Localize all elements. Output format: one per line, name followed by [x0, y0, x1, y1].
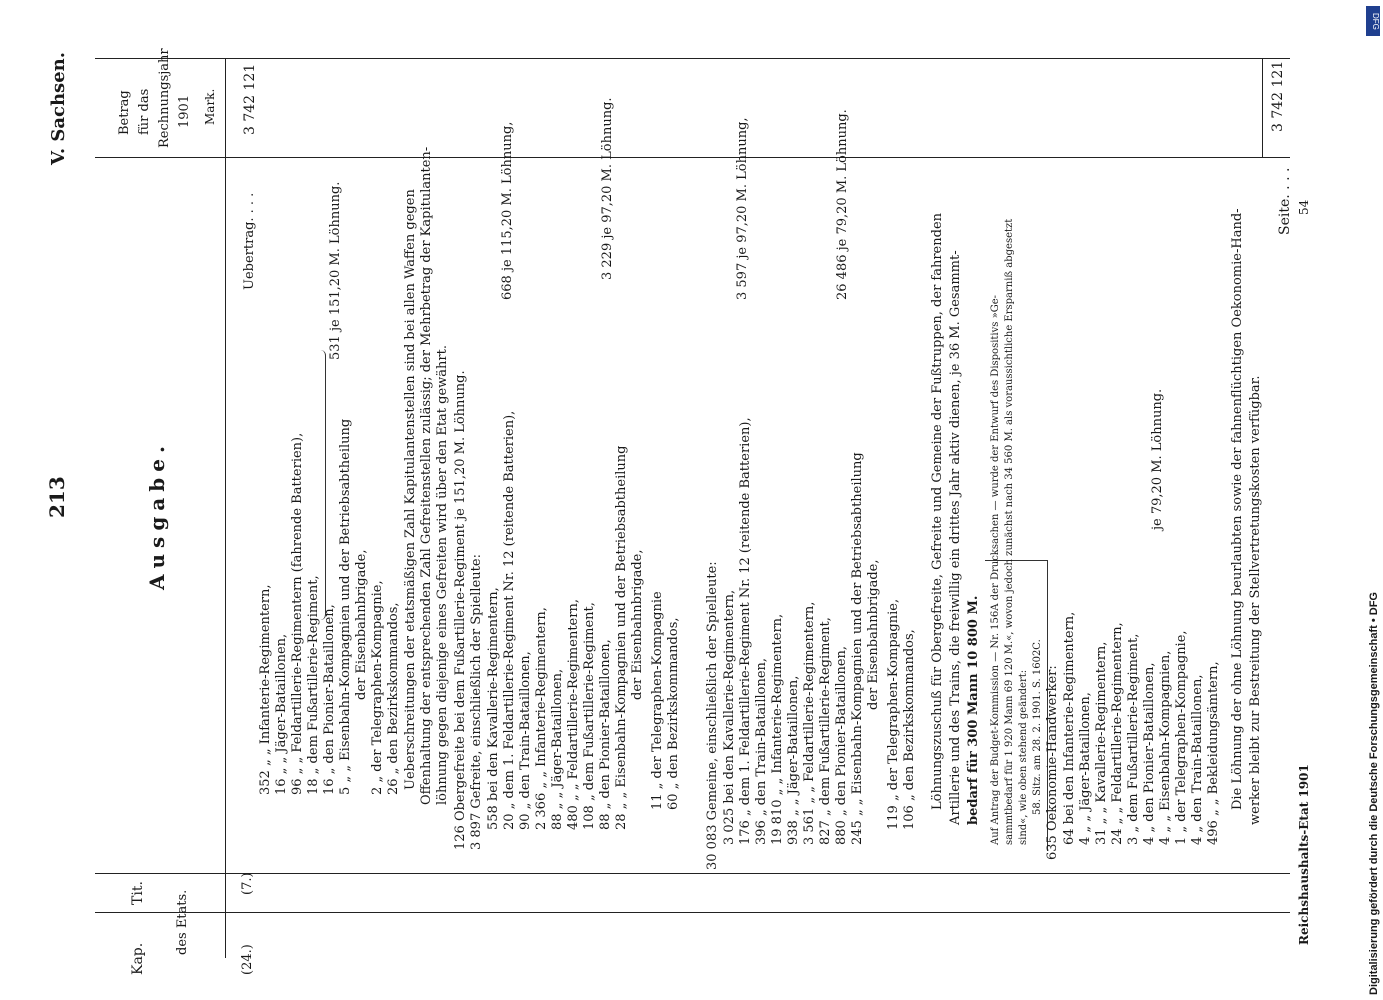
list-item: 26 „ den Bezirkskommandos,: [386, 602, 401, 795]
side-credit: Digitalisierung gefördert durch die Deutsche Forschungsgemeinschaft • DFG: [1368, 592, 1380, 995]
col-betrag-2: für das: [137, 88, 152, 135]
list-item: 20 „ dem 1. Feldartillerie-Regiment Nr. 12 (reitende Batterien),: [502, 410, 517, 830]
col-betrag-3: Rechnungsjahr: [157, 48, 172, 148]
list-item: 96 „ „ Feldartillerie-Regimentern (fahrende Batterien),: [290, 432, 305, 795]
para2-line2: Artillerie und des Trains, die freiwillig ein drittes Jahr aktiv dienen, je 36 M. Gesammt-: [948, 250, 963, 825]
table-rule-2: [95, 157, 1290, 158]
list-item: 11 „ der Telegraphen-Kompagnie: [650, 591, 665, 810]
tit-value: (7.): [240, 872, 255, 895]
heading-ausgabe: Ausgabe.: [145, 440, 169, 590]
list-item: 108 „ dem Fußartillerie-Regiment,: [582, 602, 597, 830]
note-line1: Auf Antrag der Budget-Kommission — Nr. 156A der Drucksachen — wurde der Entwurf des Dispositivs »Ge-: [990, 295, 1001, 845]
list-item: 3 561 „ „ Feldartillerie-Regimentern,: [802, 601, 817, 845]
brace-6-text: je 79,20 M. Löhnung.: [1150, 388, 1165, 530]
brace-1: [315, 350, 326, 620]
list-item: 88 „ „ Jäger-Bataillonen,: [550, 668, 565, 830]
seite-amount: 3 742 121: [1270, 60, 1286, 132]
table-top-rule: [95, 58, 1290, 59]
para2-line1: Löhnungszuschuß für Obergefreite, Gefreite und Gemeine der Fußtruppen, der fahrenden: [930, 212, 945, 810]
uebertrag-amount: 3 742 121: [242, 63, 258, 135]
list-item: 1 „ der Telegraphen-Kompagnie,: [1174, 630, 1189, 845]
list-item: 16 „ den Pionier-Bataillonen,: [322, 604, 337, 795]
list-item: 2 366 „ „ Infanterie-Regimentern,: [534, 607, 549, 830]
brace-4-text: 3 597 je 97,20 M. Löhnung,: [735, 117, 750, 300]
table-rule-4: [95, 912, 1290, 913]
list-item: 396 „ den Train-Bataillonen,: [754, 657, 769, 845]
list-item: 4 „ „ Jäger-Bataillonen,: [1078, 692, 1093, 845]
list-item: 64 bei den Infanterie-Regimentern,: [1062, 611, 1077, 845]
brace-3-text: 3 229 je 97,20 M. Löhnung.: [600, 97, 615, 280]
list-item: 3 „ dem Fußartillerie-Regiment,: [1126, 633, 1141, 845]
list-item: 5 „ „ Eisenbahn-Kompagnien und der Betriebsabtheilung: [338, 418, 353, 795]
list-item: 28 „ „ Eisenbahn-Kompagnien und der Betriebsabtheilung: [614, 445, 629, 830]
para3-line1: Die Löhnung der ohne Löhnung beurlaubten sowie der fahnenflüchtigen Oekonomie-Hand-: [1230, 208, 1245, 810]
brace-1-text: 531 je 151,20 M. Löhnung.: [328, 181, 343, 360]
note-line2: sammtbedarf für 1 920 Mann 69 120 M.«, wovon jedoch zunächst nach 34 560 M. als voraussichtliche Ersparniß abgesetzt: [1004, 218, 1015, 845]
list-item: 24 „ „ Feldartillerie-Regimentern,: [1110, 622, 1125, 845]
list-item: 31 „ „ Kavallerie-Regimentern,: [1094, 641, 1109, 845]
section-title: V. Sachsen.: [48, 51, 69, 165]
obergefreite: 126 Obergefreite bei dem Fußartillerie-Regiment je 151,20 M. Löhnung.: [453, 370, 468, 850]
col-betrag-4: 1901: [177, 94, 192, 128]
list-item: 827 „ dem Fußartillerie-Regiment,: [818, 617, 833, 845]
list-item: 88 „ den Pionier-Bataillonen,: [598, 639, 613, 830]
list-item: 16 „ „ Jäger-Bataillonen,: [274, 633, 289, 795]
list-item: 4 „ „ Eisenbahn-Kompagnien,: [1158, 650, 1173, 845]
gefreite-head: 3 897 Gefreite, einschließlich der Spielleute:: [469, 554, 484, 850]
footer-left: Reichshaushalts-Etat 1901: [1297, 764, 1311, 945]
list-item: 176 „ dem 1. Feldartillerie-Regiment Nr. 12 (reitende Batterien),: [738, 417, 753, 845]
list-item: der Eisenbahnbrigade,: [630, 549, 645, 700]
list-item: 352 „ „ Infanterie-Regimentern,: [258, 584, 273, 795]
table-rule-3: [95, 873, 1290, 874]
brace-2-text: 668 je 115,20 M. Löhnung,: [500, 121, 515, 300]
list-item: 106 „ den Bezirkskommandos,: [902, 629, 917, 830]
brace-5-text: 26 486 je 79,20 M. Löhnung.: [835, 109, 850, 300]
list-item: der Eisenbahnbrigade,: [866, 559, 881, 710]
gemeine-head: 30 083 Gemeine, einschließlich der Spielleute:: [705, 561, 720, 870]
para3-line2: werker bleibt zur Bestreitung der Stellvertretungskosten verfügbar.: [1248, 375, 1263, 825]
list-item: 4 „ den Train-Bataillonen,: [1190, 674, 1205, 845]
page-number: 213: [45, 476, 69, 518]
list-item: 60 „ den Bezirkskommandos,: [666, 617, 681, 810]
dfg-logo: DFG: [1366, 6, 1380, 36]
list-item: 938 „ „ Jäger-Bataillonen,: [786, 675, 801, 845]
seite-number: 54: [1297, 199, 1311, 215]
seite-label: Seite. . . .: [1277, 167, 1293, 235]
list-item: der Eisenbahnbrigade,: [354, 549, 369, 700]
note-line3: sind«, wie oben stehend geändert:: [1018, 669, 1029, 845]
list-item: 880 „ den Pionier-Bataillonen,: [834, 645, 849, 845]
col-mark: Mark.: [203, 88, 217, 125]
summe-rule: [1262, 58, 1263, 158]
col-tit: Tit.: [130, 881, 146, 905]
para1-line3: löhnung gegen diejenige eines Gefreiten wird über den Etat gewährt.: [435, 344, 450, 805]
list-item: 496 „ „ Bekleidungsämtern,: [1206, 661, 1221, 845]
handwerker-head: 635 Oekonomie-Handwerker:: [1045, 665, 1060, 860]
col-des-etats: des Etats.: [175, 889, 190, 955]
para1-line1: Ueberschreitungen der etatsmäßigen Zahl Kapitulantenstellen sind bei allen Waffen gegen: [403, 189, 418, 790]
para2-line3: bedarf für 300 Mann 10 800 M.: [966, 595, 981, 825]
list-item: 558 bei den Kavallerie-Regimentern,: [486, 587, 501, 830]
list-item: 19 810 „ „ Infanterie-Regimentern,: [770, 613, 785, 845]
kap-value: (24.): [240, 944, 255, 975]
para1-line2: Offenhaltung der entsprechenden Zahl Gefreitenstellen zulässig; der Mehrbetrag der Kapitulanten-: [419, 146, 434, 805]
col-betrag-1: Betrag: [117, 90, 132, 135]
header-rule: [225, 58, 226, 958]
list-item: 119 „ der Telegraphen-Kompagnie,: [886, 598, 901, 830]
list-item: 4 „ den Pionier-Bataillonen,: [1142, 662, 1157, 845]
list-item: 90 „ den Train-Bataillonen,: [518, 651, 533, 830]
list-item: 480 „ „ Feldartillerie-Regimentern,: [566, 599, 581, 830]
list-item: 18 „ dem Fußartillerie-Regiment,: [306, 575, 321, 795]
list-item: 245 „ „ Eisenbahn-Kompagnien und der Betriebsabtheilung: [850, 452, 865, 845]
note-line4: 58. Sitz. am 28. 2. 1901. S. 1602C.: [1032, 639, 1043, 815]
list-item: 3 025 bei den Kavallerie-Regimentern,: [722, 589, 737, 845]
list-item: 2 „ der Telegraphen-Kompagnie,: [370, 580, 385, 795]
col-kap: Kap.: [130, 942, 146, 975]
uebertrag-label: Uebertrag. . . .: [242, 192, 257, 290]
